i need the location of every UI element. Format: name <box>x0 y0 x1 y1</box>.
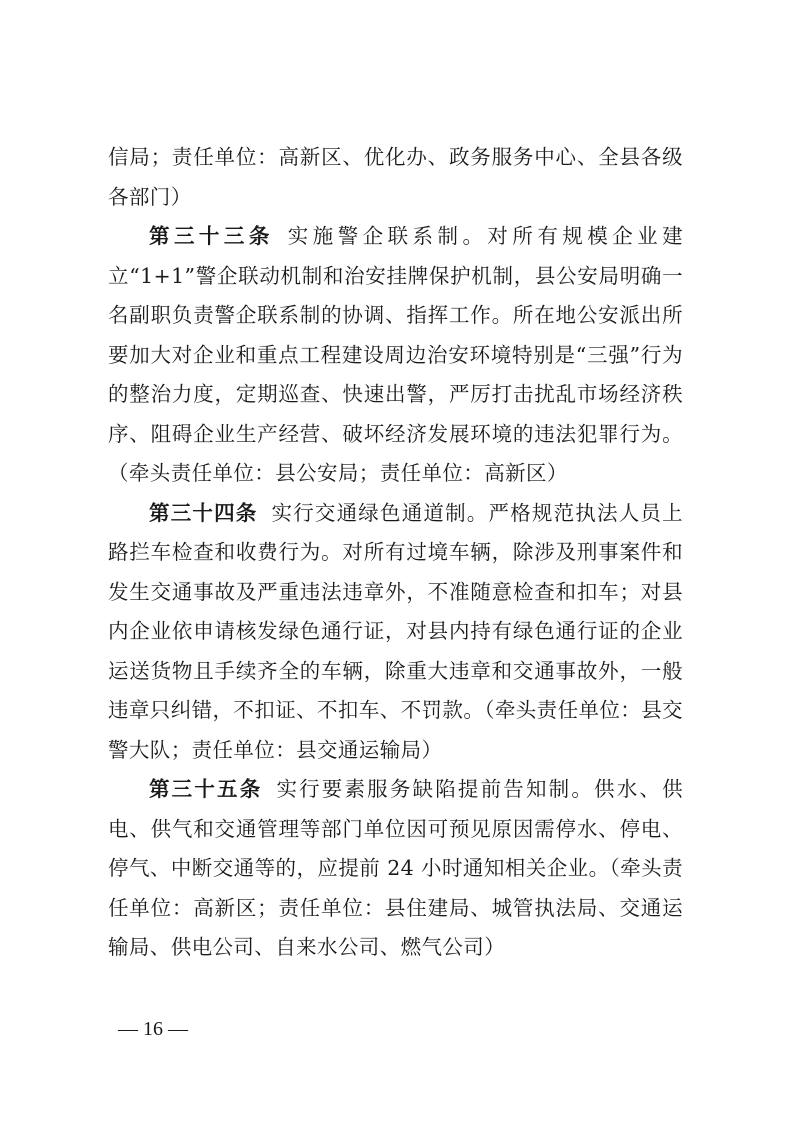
page-number: — 16 — <box>118 1018 188 1040</box>
article-33 <box>108 217 683 494</box>
article-text: 实行要素服务缺陷提前告知制。供水、供电、供气和交通管理等部门单位因可预见原因需停水、停电、停气、中断交通等的，应提前 24 小时通知相关企业。（牵头责任单位：高新区；责任单位：县住建局、城管执法局、交通运输局、供电公司、自来水公司、燃气公司） <box>108 777 684 959</box>
article-text: 实施警企联系制。对所有规模企业建立“1+1”警企联动机制和治安挂牌保护机制，县公安局明确一名副职负责警企联系制的协调、指挥工作。所在地公安派出所要加大对企业和重点工程建设周边治安环境特别是“三强”行为的整治力度，定期巡查、快速出警，严厉打击扰乱市场经济秩序、阻碍企业生产经营、破坏经济发展环境的违法犯罪行为。（牵头责任单位：县公安局；责任单位：高新区） <box>108 224 684 485</box>
article-text: 实行交通绿色通道制。严格规范执法人员上路拦车检查和收费行为。对所有过境车辆，除涉及刑事案件和发生交通事故及严重违法违章外，不准随意检查和扣车；对县内企业依申请核发绿色通行证，对县内持有绿色通行证的企业运送货物且手续齐全的车辆，除重大违章和交通事故外，一般违章只纠错，不扣证、不扣车、不罚款。（牵头责任单位：县交警大队；责任单位：县交通运输局） <box>108 500 683 762</box>
continuation-paragraph: 信局；责任单位：高新区、优化办、政务服务中心、全县各级各部门） <box>108 145 683 209</box>
article-number: 第三十三条 <box>149 224 274 248</box>
article-number: 第三十四条 <box>149 500 258 525</box>
article-number: 第三十五条 <box>149 777 263 801</box>
document-body <box>108 138 683 968</box>
article-35 <box>108 770 683 968</box>
article-34 <box>108 494 683 771</box>
